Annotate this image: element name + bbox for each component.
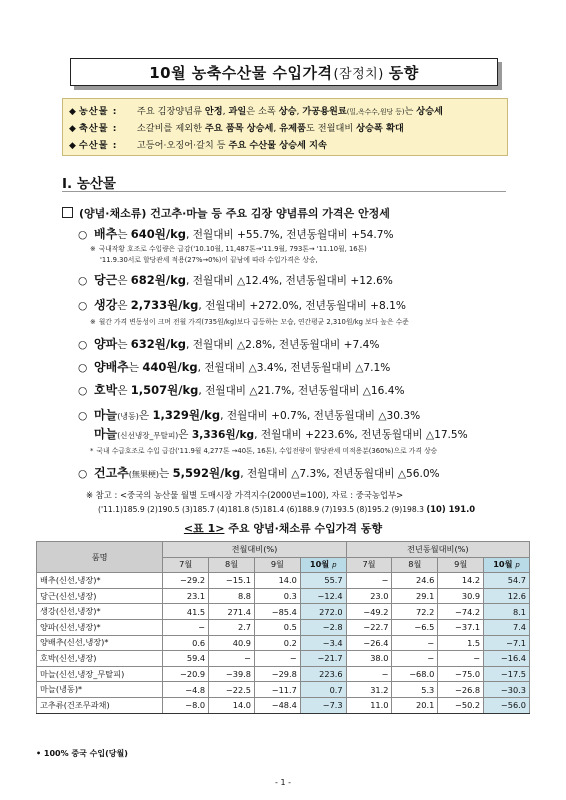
table-cell: −22.7: [346, 619, 392, 635]
table-cell: 23.1: [163, 588, 209, 604]
circle-bullet-icon: ○: [78, 362, 88, 374]
table-cell: −: [392, 651, 438, 667]
circle-bullet-icon: ○: [78, 229, 88, 241]
row-name: 마늘(신선,냉장_무탈피): [37, 666, 163, 682]
item-josa: 은: [117, 300, 131, 312]
circle-bullet-icon: ○: [78, 339, 88, 351]
table-cell: −8.0: [163, 697, 209, 713]
summary-fragment: (밀,옥수수,원당 등): [346, 108, 405, 116]
item-paren: (無果梗): [128, 470, 160, 479]
month-header: 9월: [438, 557, 484, 573]
table-caption: 주요 양념·채소류 수입가격 동향: [228, 522, 383, 535]
table-cell: 30.9: [438, 588, 484, 604]
item-price: 3,336원/kg: [191, 429, 255, 441]
table-cell: 0.6: [163, 635, 209, 651]
item-hobak: [78, 381, 405, 398]
item-price: 5,592원/kg: [172, 466, 241, 480]
table-cell: 0.7: [300, 682, 346, 698]
row-name: 마늘(냉동)*: [37, 682, 163, 698]
item-josa: 은: [117, 385, 131, 397]
month-header: 7월: [346, 557, 392, 573]
item-maneul-fresh: [94, 425, 468, 442]
circle-bullet-icon: ○: [78, 468, 88, 480]
table-cell: −6.5: [392, 619, 438, 635]
item-change: , 전월대비 +0.7%, 전년동월대비 △30.3%: [220, 410, 421, 422]
title-main-b: 동향: [388, 63, 419, 82]
item-yangpa: [78, 335, 379, 352]
table-row: [37, 651, 530, 667]
table-cell: 2.7: [209, 619, 255, 635]
table-cell: 5.3: [392, 682, 438, 698]
item-change: , 전월대비 +272.0%, 전년동월대비 +8.1%: [198, 300, 406, 312]
table-cell: −12.4: [300, 588, 346, 604]
table-cell: 11.0: [346, 697, 392, 713]
table-cell: 31.2: [346, 682, 392, 698]
table-cell: −: [209, 651, 255, 667]
circle-bullet-icon: ○: [78, 275, 88, 287]
summary-fragment: 상승세: [416, 106, 443, 117]
item-danggeun: [78, 271, 393, 288]
table-cell: 0.3: [254, 588, 300, 604]
price-table: [36, 541, 530, 714]
col-group-yoy: 전년동월대비(%): [346, 542, 529, 558]
summary-fragment: 주요 품목 상승세: [204, 123, 274, 134]
item-geongochu: [78, 464, 440, 481]
summary-fragment: 상승폭 확대: [356, 123, 404, 134]
item-yangbaechu: [78, 358, 390, 375]
table-cell: −68.0: [392, 666, 438, 682]
month-header: 7월: [163, 557, 209, 573]
circle-bullet-icon: ○: [78, 385, 88, 397]
col-header-name: 품명: [37, 542, 163, 573]
reference-index-latest: (10) 191.0: [426, 504, 476, 514]
table-row: [37, 697, 530, 713]
note-saenggang: ※ 월간 가격 변동성이 크며 전월 가격(735원/kg)보다 급등하는 모습, 연간평균 2,310원/kg 보다 높은 수준: [90, 318, 409, 326]
summary-row-livestock: [69, 120, 404, 134]
table-cell: −: [254, 651, 300, 667]
summary-row-fishery: [69, 137, 327, 151]
item-change: , 전월대비 +223.6%, 전년동월대비 △17.5%: [254, 429, 468, 441]
item-saenggang: [78, 296, 406, 313]
item-josa: 는: [117, 229, 128, 241]
note-baechu-2: [100, 254, 318, 264]
item-change: , 전월대비 +55.7%, 전년동월대비 +54.7%: [186, 229, 394, 241]
summary-row-agri: [69, 103, 443, 117]
table-cell: −: [163, 619, 209, 635]
table-title: [0, 520, 566, 536]
item-name: 양파: [94, 337, 118, 351]
summary-box: [62, 98, 508, 156]
page-title: [70, 58, 498, 86]
reference-line-1: ※ 참고 : <중국의 농산물 월별 도매시장 가격지수(2000년=100), 자료 : 중국농업부>: [86, 490, 404, 500]
summary-label: 수산물 :: [78, 140, 118, 151]
row-name: 고추류(건조무과채): [37, 697, 163, 713]
summary-fragment: ,: [222, 106, 229, 117]
row-name: 당근(신선,냉장): [37, 588, 163, 604]
table-cell: 8.8: [209, 588, 255, 604]
table-cell: −17.5: [484, 666, 530, 682]
square-bullet-icon: [62, 207, 73, 218]
table-cell: 41.5: [163, 604, 209, 620]
table-cell: 14.0: [209, 697, 255, 713]
table-cell: −30.3: [484, 682, 530, 698]
summary-fragment: 도 전월대비: [305, 123, 357, 134]
note-baechu-1: ※ 국내작황 호조로 수입량은 급감('10.10월, 11,487톤→'11.9월, 793톤→ '11.10월, 16톤): [90, 245, 367, 253]
table-cell: 29.1: [392, 588, 438, 604]
table-cell: −3.4: [300, 635, 346, 651]
note-text: '11.9.30서로 할당관세 적용(27%→0%)이 끝남에 따라 수입가격은 상승,: [100, 256, 318, 264]
table-cell: −29.2: [163, 573, 209, 589]
summary-fragment: 주요 수산물 상승세 지속: [228, 140, 327, 151]
table-cell: −: [346, 573, 392, 589]
table-cell: 14.0: [254, 573, 300, 589]
item-change: , 전월대비 △7.3%, 전년동월대비 △56.0%: [240, 468, 440, 480]
section-divider: [62, 191, 506, 192]
summary-fragment: 주요 김장양념류: [136, 106, 205, 117]
table-cell: 0.2: [254, 635, 300, 651]
summary-fragment: 가공용원료: [302, 106, 347, 117]
item-name: 건고추: [94, 466, 129, 480]
reference-index-values: ('11.1)185.9 (2)190.5 (3)185.7 (4)181.8 (5)181.4 (6)188.9 (7)193.5 (8)195.2 (9)198.3: [98, 505, 424, 514]
table-cell: 38.0: [346, 651, 392, 667]
table-cell: 272.0: [300, 604, 346, 620]
summary-fragment: 는: [404, 106, 417, 117]
section-heading: Ⅰ. 농산물: [62, 176, 116, 192]
table-cell: −85.4: [254, 604, 300, 620]
item-maneul-frozen: [78, 406, 420, 423]
item-paren: (냉동): [117, 412, 139, 421]
summary-label: 축산물 :: [78, 123, 118, 134]
summary-text: [137, 123, 404, 134]
table-cell: −26.4: [346, 635, 392, 651]
item-josa: 은: [138, 410, 153, 422]
table-cell: −26.8: [438, 682, 484, 698]
table-row: [37, 573, 530, 589]
table-cell: −16.4: [484, 651, 530, 667]
item-name: 마늘: [94, 408, 118, 422]
table-cell: 0.5: [254, 619, 300, 635]
diamond-icon: ◆: [69, 141, 76, 151]
item-paren: (신선냉장_무탈피): [117, 431, 179, 440]
table-cell: −56.0: [484, 697, 530, 713]
item-name: 호박: [94, 383, 118, 397]
summary-fragment: 소갈비를 제외한: [136, 123, 205, 134]
month-header: 9월: [254, 557, 300, 573]
table-cell: 72.2: [392, 604, 438, 620]
item-josa: 은: [178, 429, 192, 441]
table-cell: −50.2: [438, 697, 484, 713]
summary-fragment: ,: [296, 106, 303, 117]
table-cell: −49.2: [346, 604, 392, 620]
table-cell: −48.4: [254, 697, 300, 713]
note-text: 국내작황 호조로 수입량은 급감('10.10월, 11,487톤→'11.9월, 793톤→ '11.10월, 16톤): [98, 245, 367, 253]
table-cell: 24.6: [392, 573, 438, 589]
item-change: , 전월대비 △12.4%, 전년동월대비 +12.6%: [186, 275, 393, 287]
table-cell: 271.4: [209, 604, 255, 620]
diamond-icon: ◆: [69, 124, 76, 134]
table-cell: 20.1: [392, 697, 438, 713]
table-row: [37, 619, 530, 635]
table-cell: −4.8: [163, 682, 209, 698]
table-cell: 1.5: [438, 635, 484, 651]
col-group-mom: 전월대비(%): [163, 542, 346, 558]
table-number: <표 1>: [183, 522, 225, 535]
note-text: 월간 가격 변동성이 크며 전월 가격(735원/kg)보다 급등하는 모습, 연간평균 2,310원/kg 보다 높은 수준: [98, 318, 409, 326]
diamond-icon: ◆: [69, 107, 76, 117]
item-name: 생강: [94, 298, 118, 312]
table-cell: 12.6: [484, 588, 530, 604]
table-cell: 55.7: [300, 573, 346, 589]
table-cell: −75.0: [438, 666, 484, 682]
title-main-a: 10월 농축수산물 수입가격: [149, 63, 333, 82]
table-row: [37, 682, 530, 698]
table-cell: −7.3: [300, 697, 346, 713]
row-name: 생강(신선,냉장)*: [37, 604, 163, 620]
item-price: 632원/kg: [130, 337, 186, 351]
table-row: [37, 588, 530, 604]
table-cell: 14.2: [438, 573, 484, 589]
table-cell: −15.1: [209, 573, 255, 589]
item-price: 640원/kg: [130, 227, 186, 241]
table-cell: 40.9: [209, 635, 255, 651]
table-cell: 59.4: [163, 651, 209, 667]
item-josa: 은: [117, 275, 131, 287]
note-text: 국내 수급호조로 수입 급감('11.9월 4,277톤 →40톤, 16톤), 수입전량이 할당관세 미적용분(360%)으로 가격 상승: [96, 447, 438, 455]
summary-fragment: 은 소폭: [246, 106, 279, 117]
item-name: 당근: [94, 273, 118, 287]
circle-bullet-icon: ○: [78, 410, 88, 422]
row-name: 양파(신선,냉장)*: [37, 619, 163, 635]
circle-bullet-icon: ○: [78, 300, 88, 312]
table-cell: −20.9: [163, 666, 209, 682]
table-cell: −37.1: [438, 619, 484, 635]
table-cell: −29.8: [254, 666, 300, 682]
table-cell: 54.7: [484, 573, 530, 589]
table-cell: −39.8: [209, 666, 255, 682]
reference-line-2: [98, 504, 475, 514]
summary-fragment: 과일: [228, 106, 247, 117]
table-cell: −: [392, 635, 438, 651]
month-header-current: 10월 p: [484, 557, 530, 573]
table-cell: −: [438, 651, 484, 667]
table-cell: −11.7: [254, 682, 300, 698]
page-number: - 1 -: [275, 778, 291, 787]
summary-fragment: ,: [273, 123, 280, 134]
table-cell: 8.1: [484, 604, 530, 620]
item-baechu: [78, 225, 394, 242]
item-josa: 는: [128, 362, 143, 374]
item-price: 440원/kg: [142, 360, 198, 374]
month-header: 8월: [209, 557, 255, 573]
summary-label: 농산물 :: [78, 106, 118, 117]
table-cell: 23.0: [346, 588, 392, 604]
lead-line: [62, 205, 390, 221]
row-name: 배추(신선,냉장)*: [37, 573, 163, 589]
summary-text: [137, 106, 443, 117]
table-cell: −22.5: [209, 682, 255, 698]
item-josa: 는: [159, 468, 173, 480]
table-row: [37, 635, 530, 651]
summary-fragment: 유제품: [279, 123, 306, 134]
table-footnote: • 100% 중국 수입(당월): [36, 749, 128, 758]
item-price: 1,329원/kg: [152, 408, 221, 422]
item-change: , 전월대비 △3.4%, 전년동월대비 △7.1%: [197, 362, 391, 374]
note-maneul: * 국내 수급호조로 수입 급감('11.9월 4,277톤 →40톤, 16톤), 수입전량이 할당관세 미적용분(360%)으로 가격 상승: [90, 447, 438, 455]
table-cell: −: [346, 666, 392, 682]
item-change: , 전월대비 △21.7%, 전년동월대비 △16.4%: [198, 385, 405, 397]
summary-fragment: 상승: [278, 106, 297, 117]
item-josa: 는: [117, 339, 131, 351]
lead-text: (양념·채소류) 건고추·마늘 등 주요 김장 양념류의 가격은 안정세: [79, 207, 390, 220]
table-row: [37, 604, 530, 620]
item-name: 양배추: [94, 360, 129, 374]
item-price: 682원/kg: [130, 273, 186, 287]
item-name: 마늘: [94, 427, 118, 441]
item-name: 배추: [94, 227, 118, 241]
table-row: [37, 666, 530, 682]
item-change: , 전월대비 △2.8%, 전년동월대비 +7.4%: [186, 339, 380, 351]
table-cell: −2.8: [300, 619, 346, 635]
table-cell: 7.4: [484, 619, 530, 635]
title-paren: (잠정치): [333, 66, 384, 82]
row-name: 양배추(신선,냉장)*: [37, 635, 163, 651]
item-price: 2,733원/kg: [130, 298, 199, 312]
summary-text: [137, 140, 327, 151]
table-cell: −21.7: [300, 651, 346, 667]
month-header: 8월: [392, 557, 438, 573]
table-cell: −74.2: [438, 604, 484, 620]
table-header-row: [37, 542, 530, 558]
table-cell: −7.1: [484, 635, 530, 651]
table-cell: 223.6: [300, 666, 346, 682]
month-header-current: 10월 p: [300, 557, 346, 573]
summary-fragment: 안정: [204, 106, 223, 117]
row-name: 호박(신선,냉장): [37, 651, 163, 667]
summary-fragment: 고등어·오징어·갈치 등: [136, 140, 229, 151]
item-price: 1,507원/kg: [130, 383, 199, 397]
